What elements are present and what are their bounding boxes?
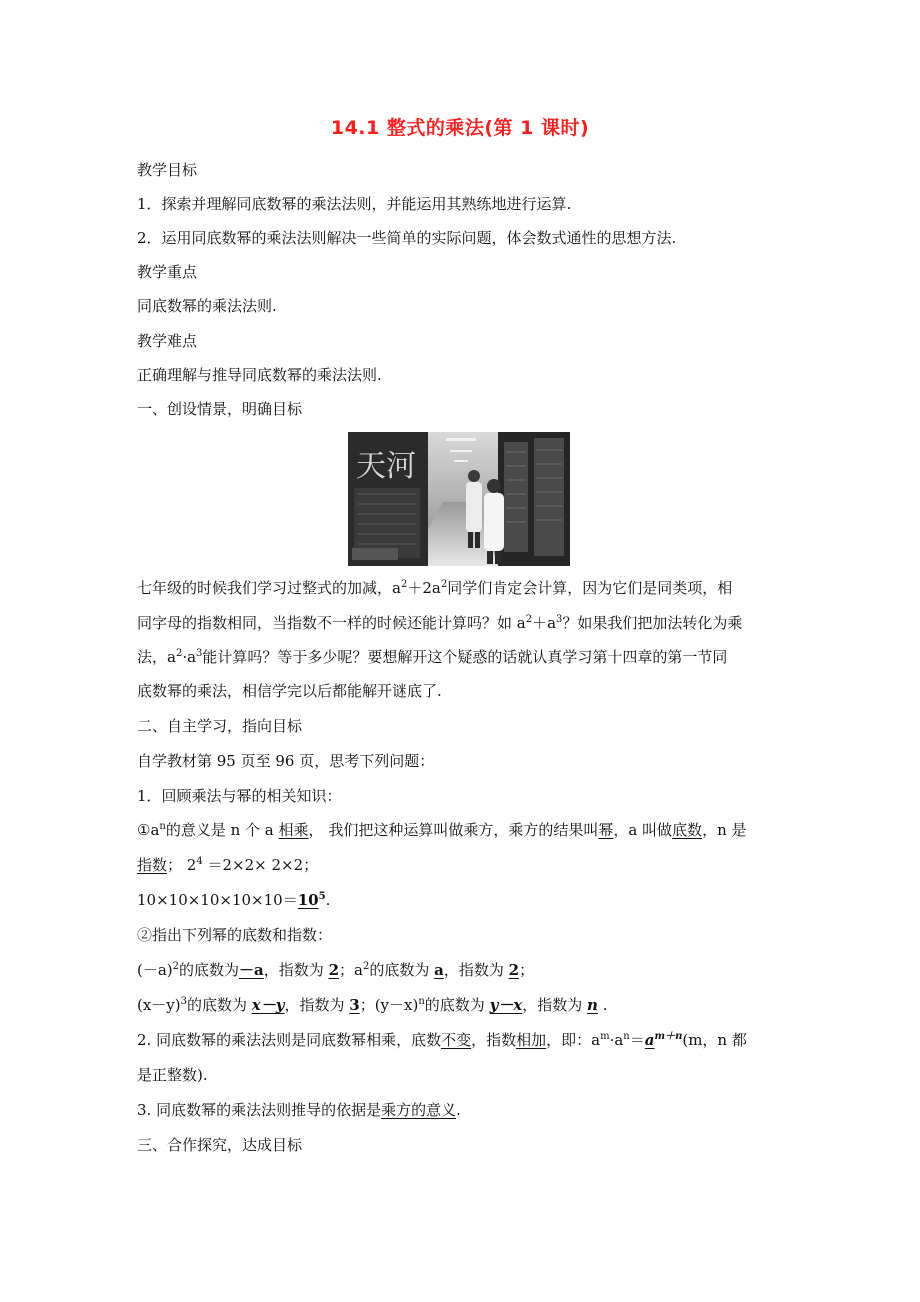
difficulty-text: 正确理解与推导同底数幂的乘法法则. [137, 366, 382, 384]
intro-line-1: 七年级的时候我们学习过整式的加减，$a^2+2a^2$同学们肯定会计算，因为它们是同类项，相 [137, 579, 733, 597]
question-2-line-2: 是正整数). [137, 1066, 208, 1084]
intro-line-4: 底数幂的乘法，相信学完以后都能解开谜底了. [137, 682, 442, 700]
goal-1: 1．探索并理解同底数幂的乘法法则，并能运用其熟练地进行运算. [137, 195, 572, 213]
key-text: 同底数幂的乘法法则. [137, 297, 277, 315]
question-1a-line-3: $10\times 10\times 10\times 10\times 10=10^5$. [137, 891, 331, 909]
intro-line-3: 法，$a^2\cdot a^3$能计算吗？等于多少呢？要想解开这个疑惑的话就认真学习第十四章的第一节同 [137, 648, 728, 666]
answer-exponent: 指数 [137, 856, 168, 874]
section-2-heading: 二、自主学习，指向目标 [137, 717, 303, 735]
question-2-line-1: 2. 同底数幂的乘法法则是同底数幂相乘，底数不变，指数相加，即：$a^m\cdot a^n=a^{m+n}(m$，n 都 [137, 1031, 747, 1049]
question-3: 3. 同底数幂的乘法法则推导的依据是乘方的意义. [137, 1101, 461, 1119]
lesson-title: 14.1 整式的乘法(第 1 课时) [330, 117, 590, 139]
intro-line-2: 同字母的指数相同，当指数不一样的时候还能计算吗？如 $a^2+a^3$？如果我们把加法转化为乘 [137, 614, 743, 632]
question-1b: ②指出下列幂的底数和指数： [137, 926, 333, 944]
section-3-heading: 三、合作探究，达成目标 [137, 1136, 303, 1154]
question-1: 1．回顾乘法与幂的相关知识： [137, 787, 342, 805]
goals-heading: 教学目标 [137, 161, 198, 179]
goal-2: 2．运用同底数幂的乘法法则解决一些简单的实际问题，体会数式通性的思想方法. [137, 229, 677, 247]
supercomputer-photo [348, 432, 570, 566]
cabinet-logo-text: 天河 [356, 449, 416, 484]
answer-power: 幂 [598, 821, 614, 839]
question-1b-line-1: $(-a)^2$的底数为－a，指数为 2；$a^2$的底数为 a，指数为 2； [137, 961, 535, 979]
answer-ten-power: 10 [297, 891, 319, 909]
key-heading: 教学重点 [137, 263, 198, 281]
question-1a-line-1: $①a^n$的意义是 n 个 a 相乘， 我们把这种运算叫做乘方，乘方的结果叫幂，a 叫做底数，n 是 [137, 821, 747, 839]
question-1b-line-2: $(x-y)^3$的底数为 x－y，指数为 3；$(y-x)^n$的底数为 y－x，指数为 n . [137, 996, 608, 1014]
self-study-instruction: 自学教材第 95 页至 96 页，思考下列问题： [137, 752, 435, 770]
section-1-heading: 一、创设情景，明确目标 [137, 400, 303, 418]
answer-multiply: 相乘 [278, 821, 309, 839]
difficulty-heading: 教学难点 [137, 332, 198, 350]
answer-base: 底数 [672, 821, 703, 839]
question-1a-line-2: 指数； $2^4 =2\times 2\times 2\times 2$； [137, 856, 319, 874]
